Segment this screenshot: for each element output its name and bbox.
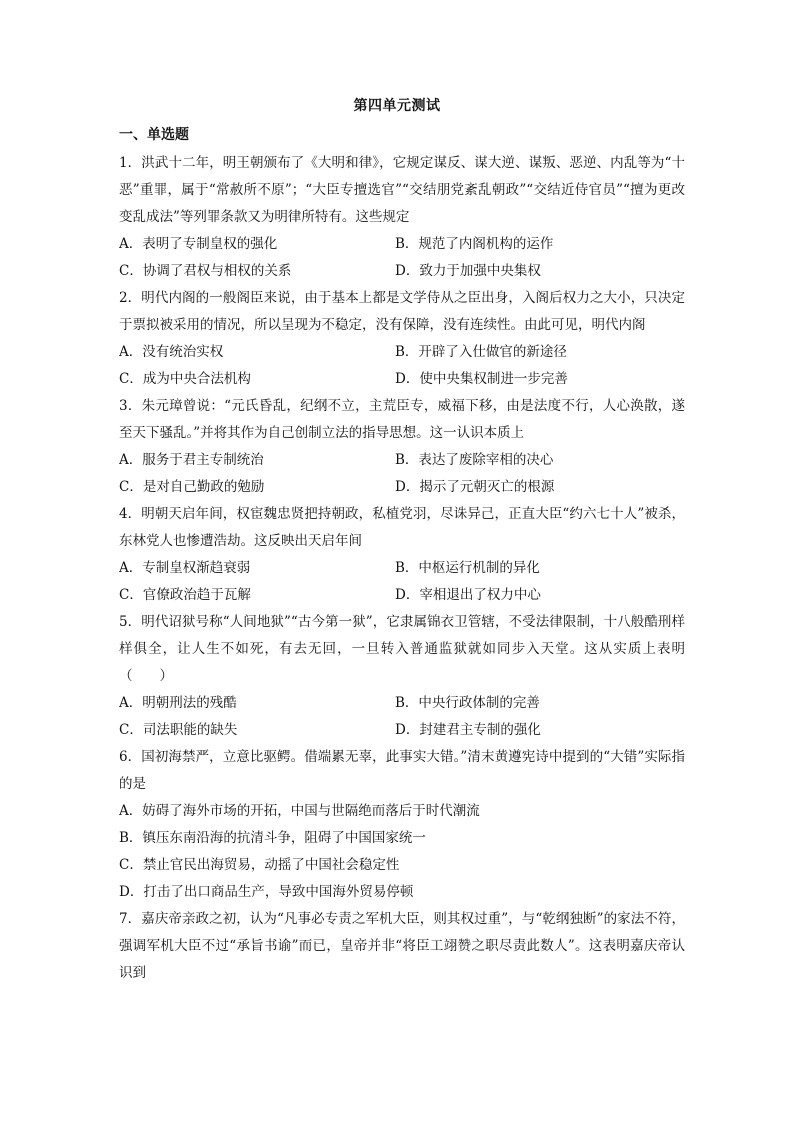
question-4 [119, 501, 685, 609]
question-1 [119, 150, 685, 285]
option-list [119, 339, 685, 393]
option-list [119, 231, 685, 285]
option-b: B．表达了废除宰相的决心 [395, 452, 554, 468]
option-list [119, 798, 685, 906]
option-a: A．明朝刑法的残酷 [119, 695, 237, 711]
option-d: D．封建君主专制的强化 [395, 722, 541, 738]
option-c: C．是对自己勤政的勉励 [119, 479, 265, 495]
option-d: D．致力于加强中央集权 [395, 263, 541, 279]
option-a: A．没有统治实权 [119, 344, 224, 360]
question-stem: 5．明代诏狱号称“人间地狱”“古今第一狱”，它隶属锦衣卫管辖，不受法律限制，十八般酷刑样样俱全，让人生不如死，有去无回，一旦转入普通监狱就如同步入天堂。这从实质上表明（ ） [119, 614, 685, 684]
option-list [119, 555, 685, 609]
option-c: C．司法职能的缺失 [119, 722, 238, 738]
option-c: C．成为中央合法机构 [119, 371, 251, 387]
question-stem: 6．国初海禁严，立意比驱鳄。借端累无辜，此事实大错。”清末黄遵宪诗中提到的“大错”实际指的是 [119, 749, 685, 792]
option-c: C．禁止官民出海贸易，动摇了中国社会稳定性 [119, 857, 400, 873]
question-list [119, 150, 685, 987]
option-d: D．宰相退出了权力中心 [395, 587, 541, 603]
option-c: C．官僚政治趋于瓦解 [119, 587, 251, 603]
option-b: B．中央行政体制的完善 [395, 695, 540, 711]
option-d: D．打击了出口商品生产，导致中国海外贸易停顿 [119, 884, 414, 900]
option-list [119, 690, 685, 744]
option-d: D．揭示了元朝灭亡的根源 [395, 479, 555, 495]
question-stem: 7．嘉庆帝亲政之初，认为“凡事必专责之军机大臣，则其权过重”，与“乾纲独断”的家法不符，强调军机大臣不过“承旨书谕”而已，皇帝并非“将臣工翊赞之职尽责此数人”。这表明嘉庆帝认识到 [119, 911, 685, 981]
question-3 [119, 393, 685, 501]
option-a: A．妨碍了海外市场的开拓，中国与世隔绝而落后于时代潮流 [119, 803, 480, 819]
question-6 [119, 744, 685, 906]
question-stem: 4．明朝天启年间，权宦魏忠贤把持朝政，私植党羽，尽诛异己，正直大臣“约六七十人”被杀，东林党人也惨遭浩劫。这反映出天启年间 [119, 506, 685, 549]
option-b: B．镇压东南沿海的抗清斗争，阻碍了中国国家统一 [119, 830, 426, 846]
option-a: A．专制皇权渐趋衰弱 [119, 560, 251, 576]
section-heading: 一、单选题 [119, 127, 189, 143]
page-title: 第四单元测试 [353, 98, 441, 114]
option-c: C．协调了君权与相权的关系 [119, 263, 292, 279]
option-b: B．中枢运行机制的异化 [395, 560, 540, 576]
question-7 [119, 906, 685, 987]
question-stem: 3．朱元璋曾说：“元氏昏乱，纪纲不立，主荒臣专，威福下移，由是法度不行，人心涣散，遂至天下骚乱。”并将其作为自己创制立法的指导思想。这一认识本质上 [119, 398, 685, 441]
option-d: D．使中央集权制进一步完善 [395, 371, 568, 387]
option-a: A．表明了专制皇权的强化 [119, 236, 278, 252]
option-list [119, 447, 685, 501]
question-stem: 2．明代内阁的一般阁臣来说，由于基本上都是文学侍从之臣出身，入阁后权力之大小，只决定于票拟被采用的情况，所以呈现为不稳定，没有保障，没有连续性。由此可见，明代内阁 [119, 290, 685, 333]
option-b: B．规范了内阁机构的运作 [395, 236, 554, 252]
question-stem: 1．洪武十二年，明王朝颁布了《大明和律》，它规定谋反、谋大逆、谋叛、恶逆、内乱等为“十恶”重罪，属于“常赦所不原”；“大臣专擅选官”“交结朋党紊乱朝政”“交结近侍官员”“擅为更改变乱成法”等列罪条款又为明律所特有。这些规定 [119, 155, 685, 225]
question-2 [119, 285, 685, 393]
option-b: B．开辟了入仕做官的新途径 [395, 344, 567, 360]
option-a: A．服务于君主专制统治 [119, 452, 264, 468]
question-5 [119, 609, 685, 744]
